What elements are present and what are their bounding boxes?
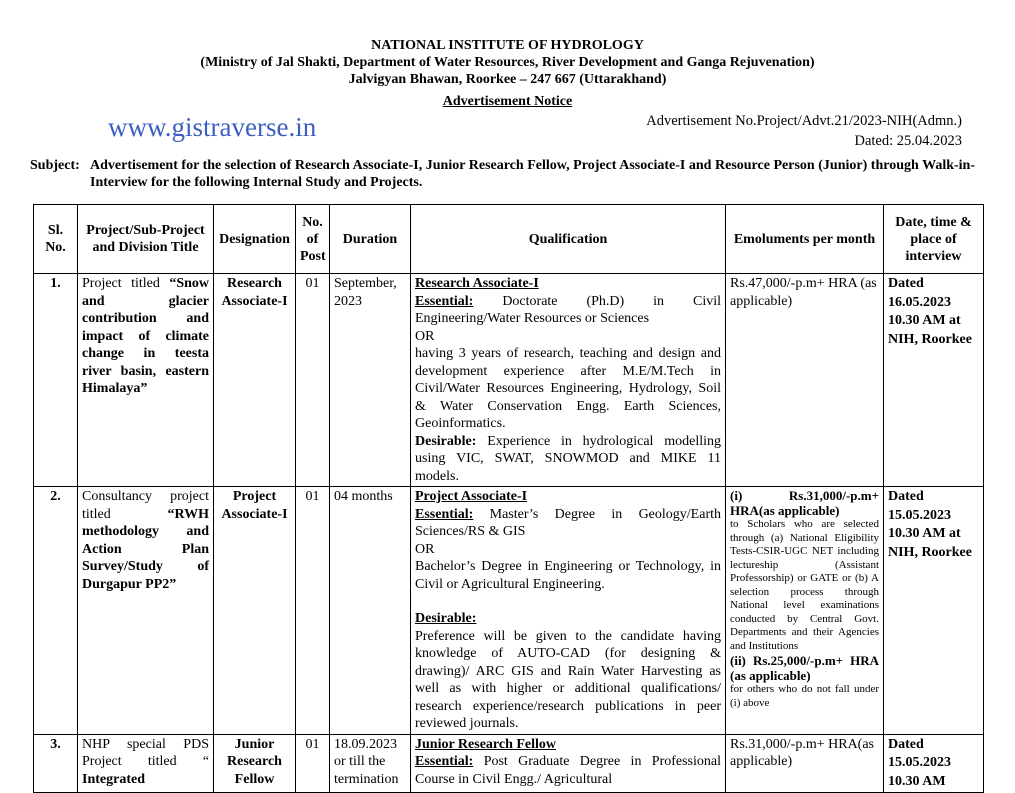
row-qualification [411, 274, 726, 487]
row-qualification [411, 734, 726, 793]
row-project [78, 487, 214, 735]
row-emoluments [726, 487, 884, 735]
project-prefix: Project titled [82, 276, 160, 291]
table-row [34, 274, 984, 487]
header-designation: Designation [214, 205, 296, 274]
row-sl: 2. [34, 487, 78, 735]
project-title: “RWH methodology and Action Plan Survey/Study of Durgapur PP2” [82, 506, 209, 592]
row-project [78, 734, 214, 793]
address-line: Jalvigyan Bhawan, Roorkee – 247 667 (Uttarakhand) [348, 72, 667, 87]
row-designation: Research Associate-I [214, 274, 296, 487]
essential-label: Essential: [415, 506, 474, 522]
qualification-heading: Research Associate-I [415, 276, 539, 291]
row-posts: 01 [296, 274, 330, 487]
header-duration: Duration [330, 205, 411, 274]
emolument-option-i-text: to Scholars who are selected through (a) National Eligibility Tests-CSIR-UGC NET including lectureship (Assistant Professorship) or GATE or (b) A selection process through National level examinations conducted by Central Govt. Departments and their Agencies and Institutions [730, 518, 879, 652]
alternative-text: having 3 years of research, teaching and design and development experience after M.E/M.Tech in Civil/Water Resources Engineering, Hydrology, Soil & Water Conservation Engg. Earth Sciences, Geoinformatics. [415, 346, 721, 431]
header-qualification: Qualification [411, 205, 726, 274]
project-title: Integrated [82, 771, 145, 787]
row-project [78, 274, 214, 487]
qualification-heading: Project Associate-I [415, 489, 528, 504]
desirable-text: Experience in hydrological modelling using VIC, SWAT, SNOWMOD and MIKE 11 models. [415, 433, 721, 484]
institute-name: NATIONAL INSTITUTE OF HYDROLOGY [371, 38, 644, 53]
header-emoluments: Emoluments per month [726, 205, 884, 274]
emolument-option-ii-label: (ii) Rs.25,000/-p.m+ HRA (as applicable) [730, 653, 879, 683]
emolument-option-i-label: (i) Rs.31,000/-p.m+ HRA(as applicable) [730, 488, 879, 518]
advertisement-block [646, 111, 962, 151]
table-header-row [34, 205, 984, 274]
advertisement-number: Advertisement No.Project/Advt.21/2023-NIH(Admn.) [646, 113, 962, 129]
row-interview: Dated 15.05.2023 10.30 AM at NIH, Roorkee [884, 487, 984, 735]
project-prefix: NHP special PDS Project titled “ [82, 736, 209, 769]
row-interview: Dated 16.05.2023 10.30 AM at NIH, Roorkee [884, 274, 984, 487]
row-emoluments: Rs.31,000/-p.m+ HRA(as applicable) [726, 734, 884, 793]
emolument-option-ii-text: for others who do not fall under (i) above [730, 683, 879, 709]
advertisement-date: Dated: 25.04.2023 [854, 133, 962, 149]
essential-label: Essential: [415, 754, 474, 769]
row-duration: 04 months [330, 487, 411, 735]
row-emoluments: Rs.47,000/-p.m+ HRA (as applicable) [726, 274, 884, 487]
header-project: Project/Sub-Project and Division Title [78, 205, 214, 274]
row-interview: Dated 15.05.2023 10.30 AM [884, 734, 984, 793]
row-sl: 1. [34, 274, 78, 487]
row-posts: 01 [296, 734, 330, 793]
row-posts: 01 [296, 487, 330, 735]
ministry-line: (Ministry of Jal Shakti, Department of Water Resources, River Development and Ganga Rejuvenation) [200, 55, 815, 70]
subject-block [30, 157, 975, 191]
notice-title: Advertisement Notice [442, 94, 573, 109]
qualification-heading: Junior Research Fellow [415, 736, 557, 752]
or-label: OR [415, 328, 435, 344]
desirable-text: Preference will be given to the candidate having knowledge of AUTO-CAD (for designing & drawing)/ ARC GIS and Rain Water Harvesting as well as with higher or additional qualifications/ research experience/research publications in peer reviewed journals. [415, 628, 721, 731]
row-designation: Project Associate-I [214, 487, 296, 735]
header-sl: Sl. No. [34, 205, 78, 274]
project-title: “Snow and glacier contribution and impact of climate change in teesta river basin, eastern Himalaya” [82, 276, 209, 396]
vacancy-table [33, 204, 984, 793]
essential-text: Doctorate (Ph.D) in Civil Engineering/Water Resources or Sciences [415, 293, 722, 326]
watermark-url: www.gistraverse.in [108, 112, 317, 142]
essential-text: Master’s Degree in Geology/Earth Sciences/RS & GIS [415, 506, 721, 539]
row-duration: September, 2023 [330, 274, 411, 487]
desirable-label: Desirable: [415, 611, 477, 626]
header-interview: Date, time & place of interview [884, 205, 984, 274]
subject-label: Subject: [30, 158, 80, 173]
row-designation: Junior Research Fellow [214, 734, 296, 793]
table-row [34, 734, 984, 793]
alternative-text: Bachelor’s Degree in Engineering or Technology, in Civil or Agricultural Engineering. [415, 559, 721, 592]
essential-label: Essential: [415, 293, 474, 309]
table-row [34, 487, 984, 735]
or-label: OR [415, 541, 435, 557]
desirable-label: Desirable: [415, 433, 477, 449]
header-posts: No. of Post [296, 205, 330, 274]
row-duration: 18.09.2023 or till the termination [330, 734, 411, 793]
row-sl: 3. [34, 734, 78, 793]
subject-text: Advertisement for the selection of Research Associate-I, Junior Research Fellow, Project Associate-I and Resource Person (Junior) through Walk-in-Interview for the following Internal Study and Projects. [90, 158, 975, 190]
row-qualification [411, 487, 726, 735]
project-prefix: Consultancy project titled [82, 489, 209, 522]
essential-text: Post Graduate Degree in Professional Course in Civil Engg./ Agricultural [415, 754, 721, 787]
